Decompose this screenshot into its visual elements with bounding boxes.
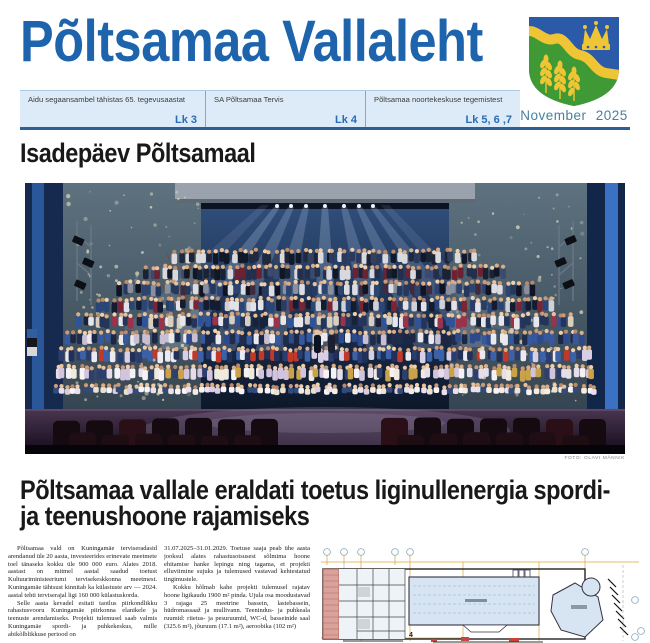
teaser-text: Aidu segaansambel tähistas 65. tegevusaastat	[28, 95, 186, 104]
floorplan-image	[313, 545, 650, 643]
body-paragraph: Selle aasta kevadel esitati taotlus piirkondlikku rahastusvooru Kuningamäe piirkonna elanikele ja teenuste arendamiseks. Projekti tulemusel saab valmis Kuningamäe spordi- ja puhkekeskus, mille abikõlblikkuse periood on	[8, 599, 157, 638]
teaser-strip	[20, 90, 520, 128]
headline-line: Põltsamaa vallale eraldati toetus liginullenergia spordi-	[20, 475, 611, 505]
teaser-item-2	[205, 91, 365, 128]
body-column-1	[8, 545, 157, 643]
masthead-divider-rule	[20, 127, 630, 130]
body-paragraph: Kokku hõlmab kahe projekti tulemusel rajatav hoone ligikaudu 1900 m² pinda. Ujula osa moodustavad 3 rajaga 25 meetrine bassein, lastebassein, hüdromassaaž ja mullivann. Teenindus- ja puhkeala ruumid: riietus- ja pesuruumid, WC-d, basseinide saal (325.6 m²), jõuruum (17.1 m²), aeroobika (102 m²)	[164, 583, 310, 630]
issue-date: November 2025	[520, 108, 628, 123]
estonian-flag	[27, 329, 37, 356]
teaser-item-1	[20, 91, 205, 128]
body-paragraph: Põltsamaa vald on Kuningamäe terviseradasid arendanud üle 20 aasta, investeerides erinevate meetmete toel tänaseks kokku üle 900 000 euro. Alates 2018. aastast on mitmel aastal saadud toetust Kultuuriministeeriumi tervisekeskkonna meetmest. Kuningamäe tähtsust kinnitab ka külastuste arv — 2024. aastal tehti terviserajal ligi 160 000 külastuskorda.	[8, 545, 157, 599]
body-column-2	[164, 545, 310, 643]
event-photo	[25, 183, 625, 454]
masthead-title: Põltsamaa Vallaleht	[20, 9, 483, 74]
stage-group-photo	[25, 183, 625, 454]
teaser-page-ref: Lk 3	[174, 114, 197, 126]
body-paragraph: 31.07.2025–31.01.2029. Toetuse saaja peab ühe aasta jooksul alates rahastusotsusest sõlmima hoone ehitamise hanke lepingu ning tagama, et projekti elluviimine sujuks ja tulemused vastavad kehtestatud tingimustele.	[164, 545, 310, 584]
teaser-item-3	[365, 91, 520, 128]
plan-label: 4	[409, 632, 413, 639]
article1-headline: Isadepäev Põltsamaal	[20, 138, 256, 168]
teaser-text: SA Põltsamaa Tervis	[214, 95, 284, 104]
photo-credit: FOTO: OLAVI MÄNNIK	[564, 456, 625, 461]
headline-line: ja teenushoone rajamiseks	[20, 501, 310, 531]
teaser-page-ref: Lk 5, 6 ,7	[465, 114, 512, 126]
article2-headline	[20, 477, 650, 529]
building-floorplan	[313, 545, 650, 643]
teaser-page-ref: Lk 4	[334, 114, 357, 126]
teaser-text: Põltsamaa noortekeskuse tegemistest	[374, 95, 503, 104]
coat-of-arms-logo	[522, 13, 626, 109]
